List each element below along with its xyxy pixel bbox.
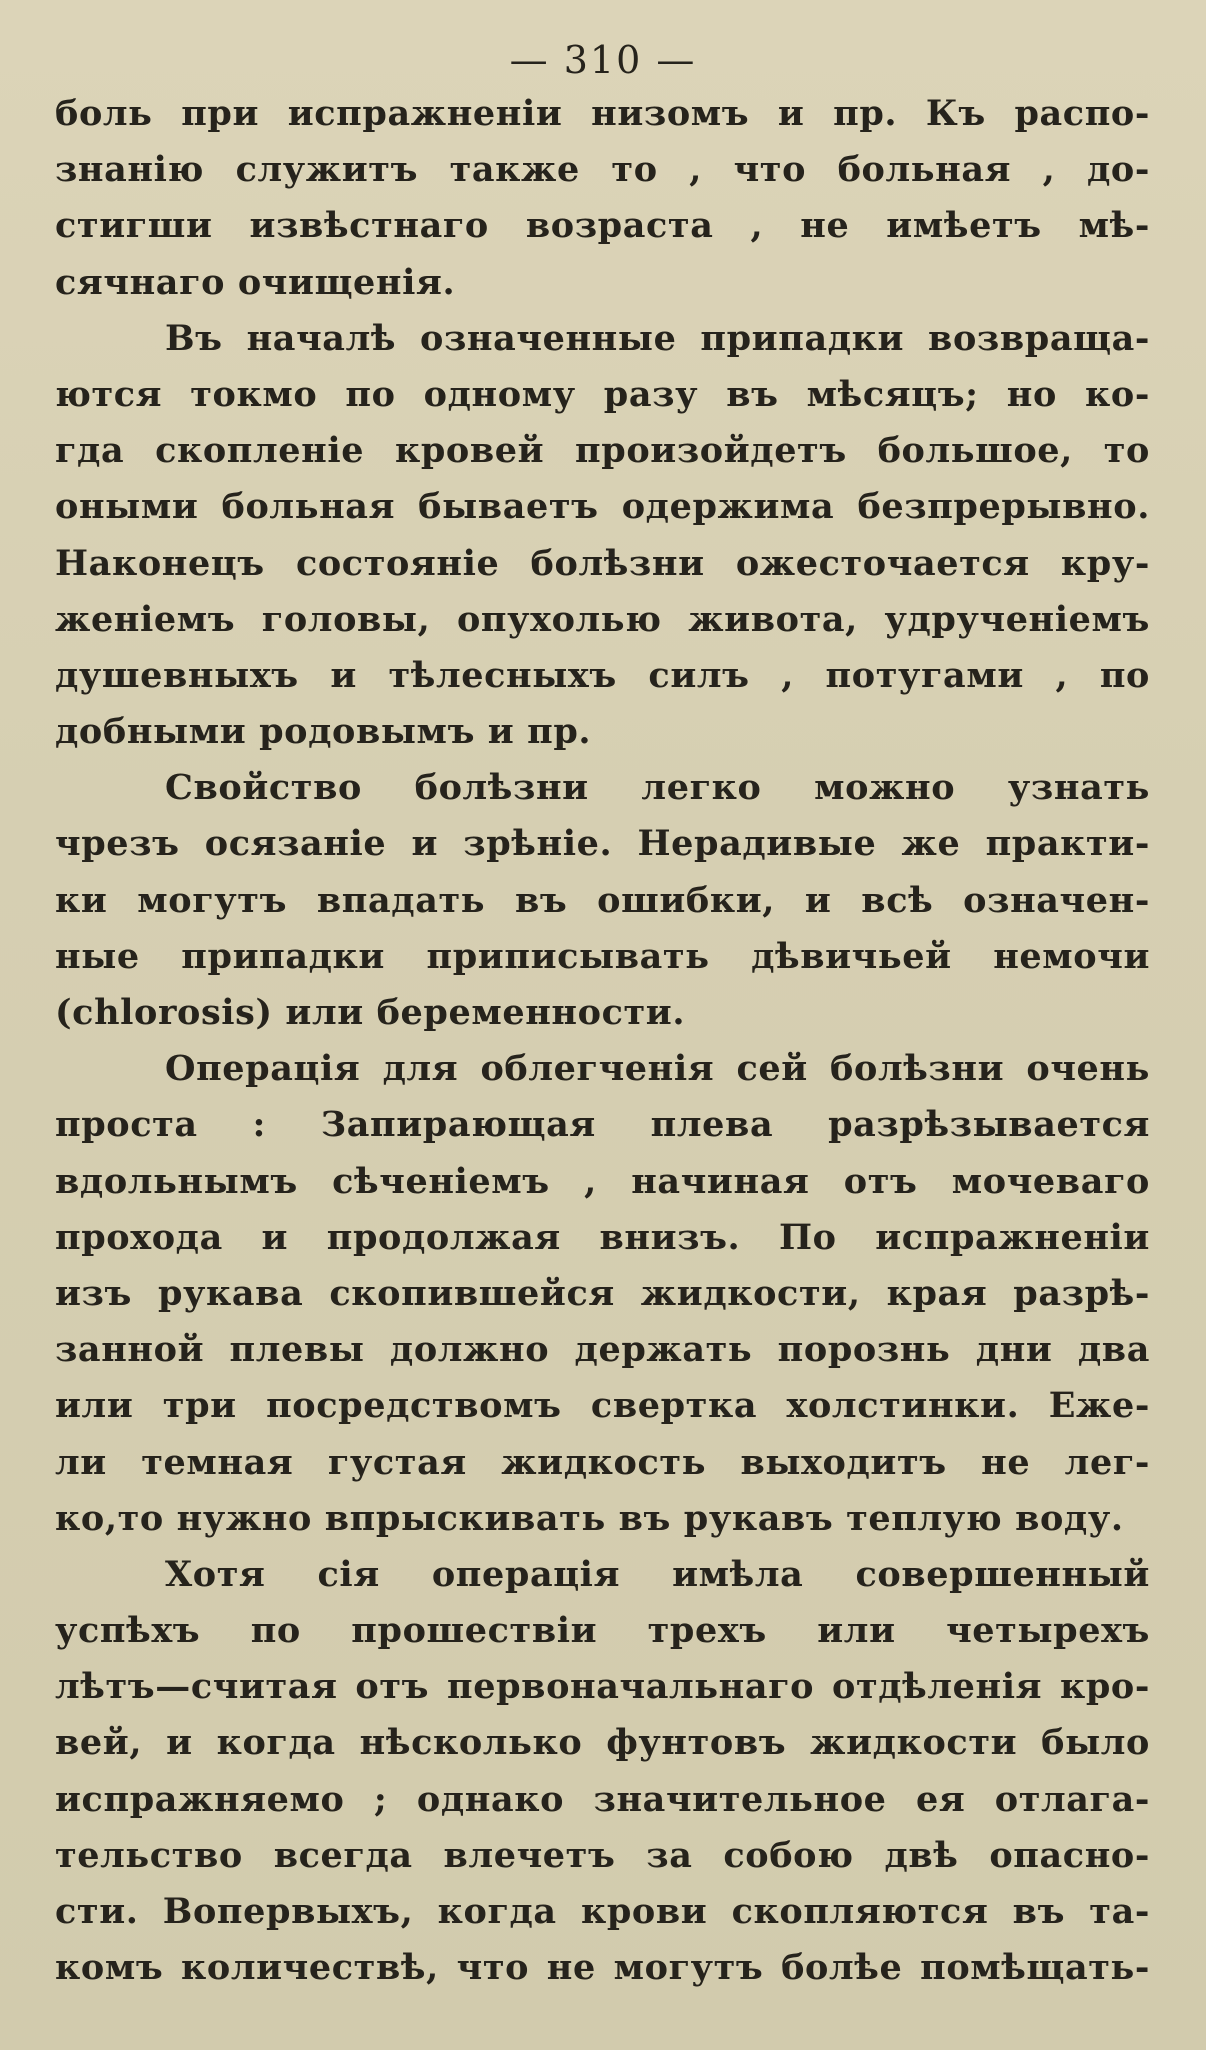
text-line: гда скопленіе кровей произойдетъ большое, то <box>55 430 1150 472</box>
text-line: ли темная густая жидкость выходитъ не лег- <box>55 1441 1150 1483</box>
text-line: комъ количествѣ, что не могутъ болѣе помѣщать- <box>55 1947 1150 1989</box>
text-line: успѣхъ по прошествіи трехъ или четырехъ <box>55 1610 1150 1652</box>
text-line: испражняемо ; однако значительное ея отлага- <box>55 1778 1150 1820</box>
text-line: ются токмо по одному разу въ мѣсяцъ; но ко- <box>55 373 1150 415</box>
text-line: оными больная бываетъ одержима безпрерывно. <box>55 486 1150 528</box>
text-line: ко,то нужно впрыскивать въ рукавъ теплую воду. <box>55 1497 1124 1539</box>
text-line: проста : Запирающая плева разрѣзывается <box>55 1104 1150 1146</box>
page-number: — 310 — <box>509 38 697 82</box>
text-line: женіемъ головы, опухолью живота, удрученіемъ <box>55 598 1150 640</box>
text-line: ные припадки приписывать дѣвичьей немочи <box>55 935 1150 977</box>
text-line: занной плевы должно держать порознь дни два <box>55 1329 1150 1371</box>
text-line: Хотя сія операція имѣла совершенный <box>165 1553 1150 1595</box>
text-line: добными родовымъ и пр. <box>55 711 592 753</box>
text-line: прохода и продолжая внизъ. По испражненіи <box>55 1216 1150 1258</box>
text-line: сячнаго очищенія. <box>55 261 456 303</box>
text-line: чрезъ осязаніе и зрѣніе. Нерадивые же практи- <box>55 823 1150 865</box>
text-line: ки могутъ впадать въ ошибки, и всѣ означен- <box>55 879 1150 921</box>
text-line: лѣтъ—считая отъ первоначальнаго отдѣленія кро- <box>55 1666 1150 1708</box>
text-line: или три посредствомъ свертка холстинки. Еже- <box>55 1385 1150 1427</box>
text-line: сти. Вопервыхъ, когда крови скопляются въ та- <box>55 1891 1150 1932</box>
text-line: Наконецъ состояніе болѣзни ожесточается кру- <box>55 542 1150 584</box>
text-line: Операція для облегченія сей болѣзни очень <box>165 1048 1150 1090</box>
text-line: боль при испражненіи низомъ и пр. Къ распо- <box>55 93 1150 134</box>
text-line: вдольнымъ сѣченіемъ , начиная отъ мочеваго <box>55 1160 1150 1202</box>
text-line: вей, и когда нѣсколько фунтовъ жидкости было <box>55 1722 1150 1764</box>
text-line: душевныхъ и тѣлесныхъ силъ , потугами , по <box>55 654 1150 696</box>
text-line: Свойство болѣзни легко можно узнать <box>165 767 1150 809</box>
text-line: (chlorosis) или беременности. <box>55 992 686 1033</box>
text-line: знанію служитъ также то , что больная , до- <box>55 149 1150 191</box>
body-text <box>55 86 1150 1996</box>
text-line: Въ началѣ означенные припадки возвраща- <box>165 317 1150 359</box>
text-line: тельство всегда влечетъ за собою двѣ опасно- <box>55 1834 1150 1876</box>
text-line: изъ рукава скопившейся жидкости, края разрѣ- <box>55 1272 1150 1314</box>
text-line: стигши извѣстнаго возраста , не имѣетъ мѣ- <box>55 205 1150 247</box>
